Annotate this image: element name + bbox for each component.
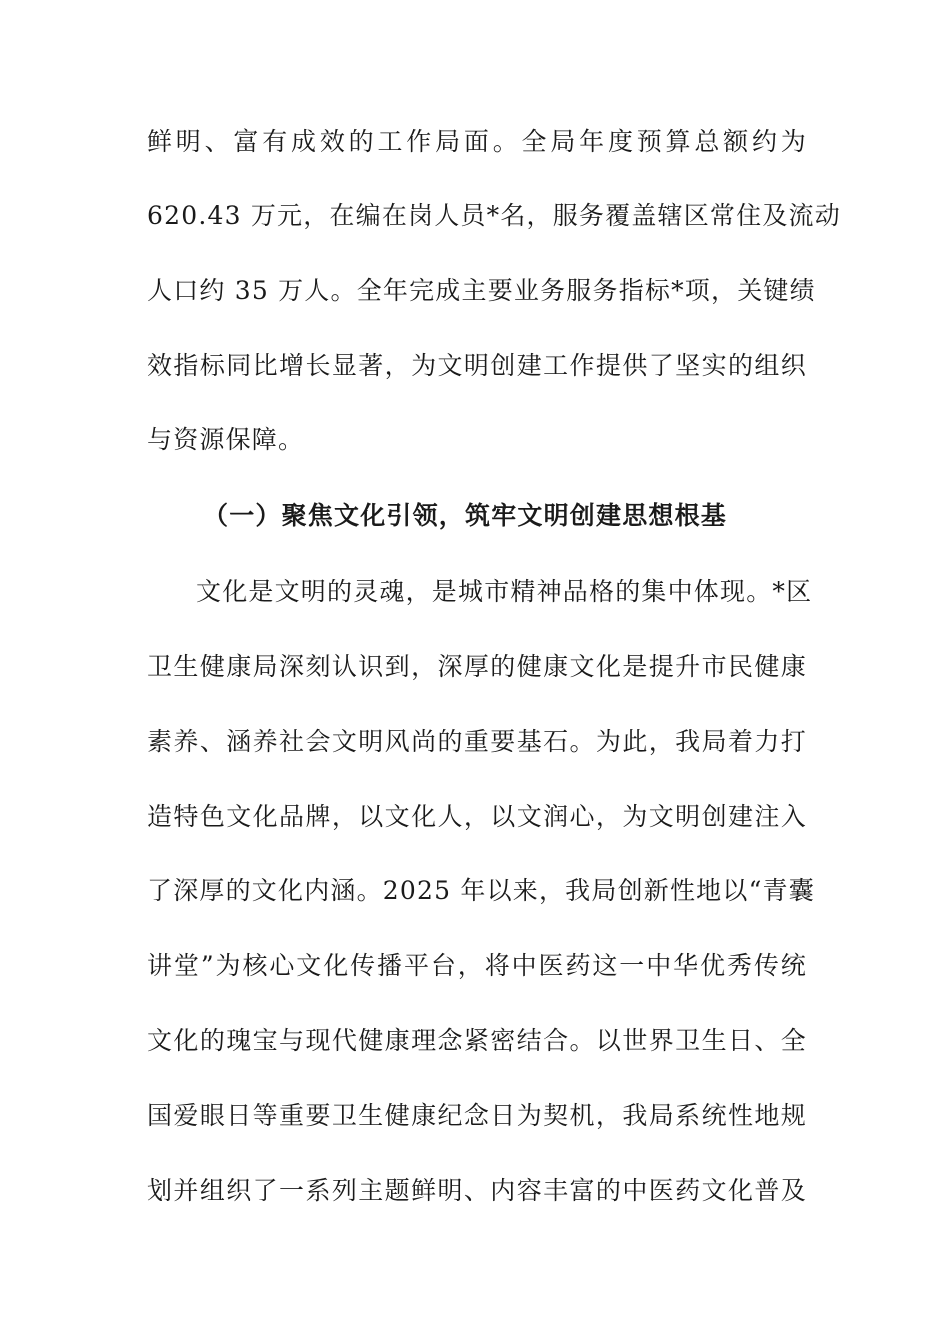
paragraph-1-line-2: 620.43 万元，在编在岗人员*名，服务覆盖辖区常住及流动 [147,201,841,230]
paragraph-2-line-7: 文化的瑰宝与现代健康理念紧密结合。以世界卫生日、全 [147,1026,807,1055]
paragraph-1-line-4: 效指标同比增长显著，为文明创建工作提供了坚实的组织 [147,351,807,380]
paragraph-2-line-2: 卫生健康局深刻认识到，深厚的健康文化是提升市民健康 [147,652,807,681]
paragraph-2-line-4: 造特色文化品牌，以文化人，以文润心，为文明创建注入 [147,802,807,831]
paragraph-2-line-6: 讲堂”为核心文化传播平台，将中医药这一中华优秀传统 [147,951,807,980]
paragraph-1-line-1: 鲜明、富有成效的工作局面。全局年度预算总额约为 [147,127,807,156]
paragraph-2-line-3: 素养、涵养社会文明风尚的重要基石。为此，我局着力打 [147,727,807,756]
paragraph-2-line-1: 文化是文明的灵魂，是城市精神品格的集中体现。*区 [196,577,813,606]
section-heading: （一）聚焦文化引领，筑牢文明创建思想根基 [203,501,728,530]
paragraph-1-line-3: 人口约 35 万人。全年完成主要业务服务指标*项，关键绩 [147,276,816,305]
paragraph-1-line-5: 与资源保障。 [147,425,305,454]
paragraph-2-line-9: 划并组织了一系列主题鲜明、内容丰富的中医药文化普及 [147,1176,807,1205]
paragraph-2-line-8: 国爱眼日等重要卫生健康纪念日为契机，我局系统性地规 [147,1101,807,1130]
paragraph-2-line-5: 了深厚的文化内涵。2025 年以来，我局创新性地以“青囊 [147,876,815,905]
